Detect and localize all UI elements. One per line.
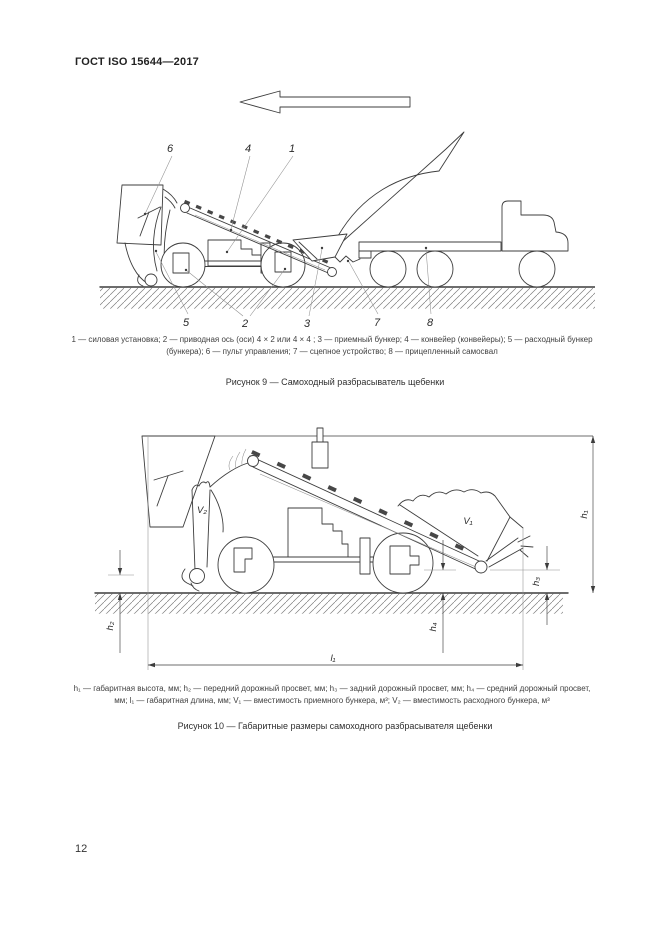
dump-truck xyxy=(338,132,568,287)
direction-arrow xyxy=(240,91,410,113)
callout-3: 3 xyxy=(303,318,311,330)
callout-8: 8 xyxy=(426,317,434,329)
callout-2: 2 xyxy=(241,318,249,330)
callout-6: 6 xyxy=(166,143,174,155)
figure9-drawing xyxy=(75,85,595,330)
callout-1: 1 xyxy=(288,143,296,155)
guide-wheel xyxy=(190,569,205,584)
front-wheel xyxy=(218,537,274,593)
front-wheel xyxy=(161,243,205,287)
figure10-caption: Рисунок 10 — Габаритные размеры самоходного разбрасывателя щебенки xyxy=(177,721,493,731)
dim-label-h3: h₃ xyxy=(531,576,542,587)
volume-label-v1: V₁ xyxy=(463,516,473,527)
figure10-svg xyxy=(90,420,610,675)
figure9-svg xyxy=(75,85,595,330)
engine-block xyxy=(208,240,261,266)
dim-label-l1: l₁ xyxy=(330,653,336,664)
figure10-drawing xyxy=(90,420,610,675)
callout-5: 5 xyxy=(182,317,190,329)
rear-wheel xyxy=(373,533,433,593)
callout-7: 7 xyxy=(373,317,381,329)
document-header: ГОСТ ISO 15644—2017 xyxy=(75,56,199,68)
ground-line xyxy=(100,287,595,309)
rear-wheel xyxy=(261,243,305,287)
figure9-caption: Рисунок 9 — Самоходный разбрасыватель щебенки xyxy=(225,377,445,387)
spread-material xyxy=(486,536,533,567)
dim-label-h4: h₄ xyxy=(428,622,439,632)
truck-wheel xyxy=(519,251,555,287)
exhaust-pipe xyxy=(317,428,323,442)
engine-block xyxy=(288,508,348,557)
truck-cab xyxy=(502,201,568,251)
dim-label-h1: h₁ xyxy=(579,510,590,519)
volume-label-v2: V₂ xyxy=(197,505,207,516)
ground-line xyxy=(95,593,568,614)
dim-label-h2: h₂ xyxy=(105,621,116,631)
trailer-wheel xyxy=(417,251,453,287)
trailer-wheel xyxy=(370,251,406,287)
figure9-legend: 1 — силовая установка; 2 — приводная ось (оси) 4 × 2 или 4 × 4 ; 3 — приемный бункер; 4 — конвейер (конвейеры); 5 — расходный бункер (бункера); 6 — пульт управления; 7 — сцепное устройство; 8 — прицепленный самосвал xyxy=(71,335,593,357)
callout-4: 4 xyxy=(244,143,252,155)
figure10-legend: h₁ — габаритная высота, мм; h₂ — передний дорожный просвет, мм; h₃ — задний дорожный просвет, мм; h₄ — средний дорожный просвет, мм; l₁ — габаритная длина, мм; V₁ — вместимость приемного бункера, м³; V₂ — вместимость расходного бункера, м³ xyxy=(73,684,591,706)
page-number: 12 xyxy=(75,843,88,855)
guide-wheel xyxy=(145,274,157,286)
